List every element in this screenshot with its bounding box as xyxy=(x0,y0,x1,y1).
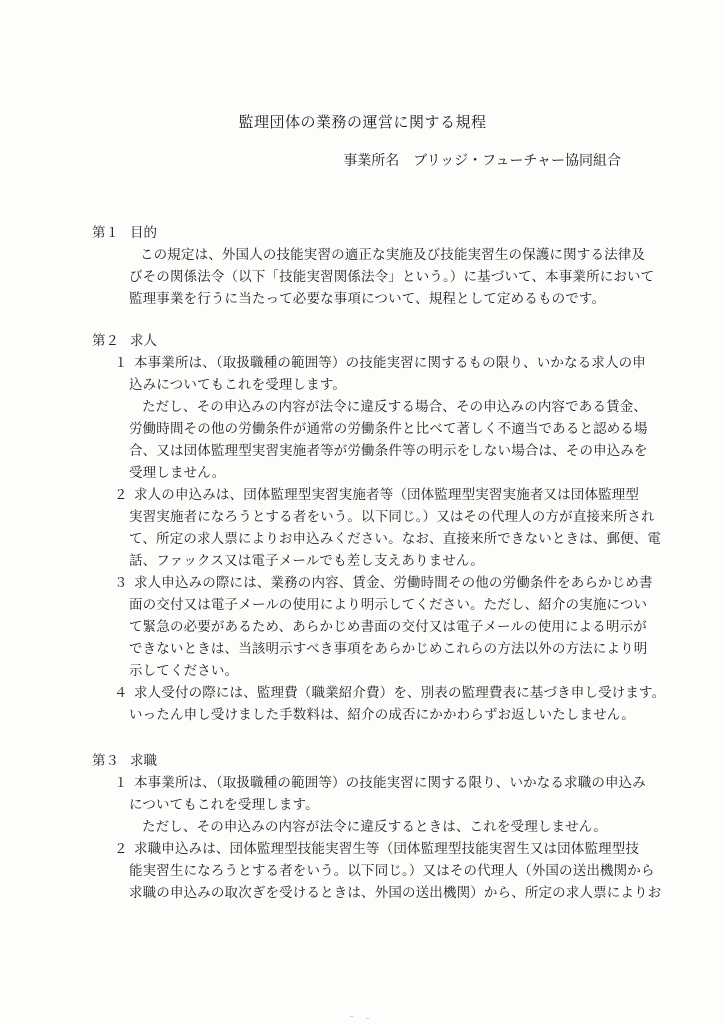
list-item-line: 実習実施者になろうとする者をいう。以下同じ。）又はその代理人の方が直接来所され xyxy=(129,509,655,525)
section-number: 第１ xyxy=(92,225,119,241)
item-text: 求人の申込みは、団体監理型実習実施者等（団体監理型実習実施者又は団体監理型 xyxy=(134,487,640,503)
office-label: 事業所名 xyxy=(343,153,400,169)
item-text: 本事業所は、（取扱職種の範囲等）の技能実習に関する限り、いかなる求職の申込み xyxy=(134,775,646,791)
section-purpose xyxy=(92,222,655,310)
section-heading xyxy=(92,750,632,772)
list-item-line: いったん申し受けました手数料は、紹介の成否にかかわらずお返しいたしません。 xyxy=(129,707,635,723)
list-item-line: 示してください。 xyxy=(129,663,239,679)
section-heading xyxy=(92,330,632,352)
paragraph-line: この規定は、外国人の技能実習の適正な実施及び技能実習生の保護に関する法律及 xyxy=(140,247,646,263)
item-number: １ xyxy=(114,355,128,371)
list-item-first-line xyxy=(92,772,646,794)
item-text: 本事業所は、（取扱職種の範囲等）の技能実習に関するもの限り、いかなる求人の申 xyxy=(134,355,646,371)
item-text: 求人申込みの際には、業務の内容、賃金、労働時間その他の労働条件をあらかじめ書 xyxy=(134,575,653,591)
office-line xyxy=(343,150,621,170)
item-number: ４ xyxy=(114,685,128,701)
item-number: ３ xyxy=(114,575,128,591)
list-item-first-line xyxy=(92,838,640,860)
section-job-seeking xyxy=(92,750,662,904)
paragraph-line: 監理事業を行うに当たって必要な事項について、規程として定めるものです。 xyxy=(129,291,606,307)
item-text: 求職申込みは、団体監理型技能実習生等（団体監理型技能実習生又は団体監理型技 xyxy=(134,841,640,857)
section-title: 目的 xyxy=(130,225,157,241)
paragraph-line: びその関係法令（以下「技能実習関係法令」という。）に基づいて、本事業所において xyxy=(129,269,655,285)
list-item-line: て緊急の必要があるため、あらかじめ書面の交付又は電子メールの使用による明示が xyxy=(129,619,647,635)
section-heading xyxy=(92,222,632,244)
section-title: 求人 xyxy=(130,333,157,349)
list-item-line: 込みについてもこれを受理します。 xyxy=(129,377,347,393)
list-item-line: についてもこれを受理します。 xyxy=(129,797,319,813)
proviso-line: ただし、その申込みの内容が法令に違反する場合、その申込みの内容である賃金、 xyxy=(142,399,648,415)
office-name: ブリッジ・フューチャー協同組合 xyxy=(413,153,621,169)
item-number: ２ xyxy=(114,841,128,857)
section-job-offer xyxy=(92,330,666,726)
section-title: 求職 xyxy=(130,753,157,769)
list-item-line: できないときは、当該明示すべき事項をあらかじめこれらの方法以外の方法により明 xyxy=(129,641,648,657)
list-item-line: 話、ファックス又は電子メールでも差し支えありません。 xyxy=(129,553,485,569)
list-item-first-line xyxy=(92,572,653,594)
section-number: 第２ xyxy=(92,333,119,349)
item-number: １ xyxy=(114,775,128,791)
list-item-first-line xyxy=(92,352,646,374)
list-item-first-line xyxy=(92,484,640,506)
section-number: 第３ xyxy=(92,753,119,769)
list-item-line: 面の交付又は電子メールの使用により明示してください。ただし、紹介の実施につい xyxy=(129,597,648,613)
item-number: ２ xyxy=(114,487,128,503)
proviso-line: 合、又は団体監理型実習実施者等が労働条件等の明示をしない場合は、その申込みを xyxy=(129,443,648,459)
proviso-line: 受理しません。 xyxy=(129,465,226,481)
list-item-first-line xyxy=(92,682,666,704)
document-title: 監理団体の業務の運営に関する規程 xyxy=(238,113,487,131)
proviso-line: 労働時間その他の労働条件が通常の労働条件と比べて著しく不適当であると認める場 xyxy=(129,421,648,437)
scan-speck xyxy=(366,1018,369,1019)
list-item-line: 求職の申込みの取次ぎを受けるときは、外国の送出機関）から、所定の求人票によりお xyxy=(129,885,662,901)
list-item-line: 能実習生になろうとする者をいう。以下同じ。）又はその代理人（外国の送出機関から xyxy=(129,863,655,879)
list-item-line: て、所定の求人票によりお申込みください。なお、直接来所できないときは、郵便、電 xyxy=(129,531,662,547)
item-text: 求人受付の際には、監理費（職業紹介費）を、別表の監理費表に基づき申し受けます。 xyxy=(134,685,666,701)
proviso-line: ただし、その申込みの内容が法令に違反するときは、これを受理しません。 xyxy=(142,819,607,835)
scan-speck xyxy=(350,1016,353,1017)
